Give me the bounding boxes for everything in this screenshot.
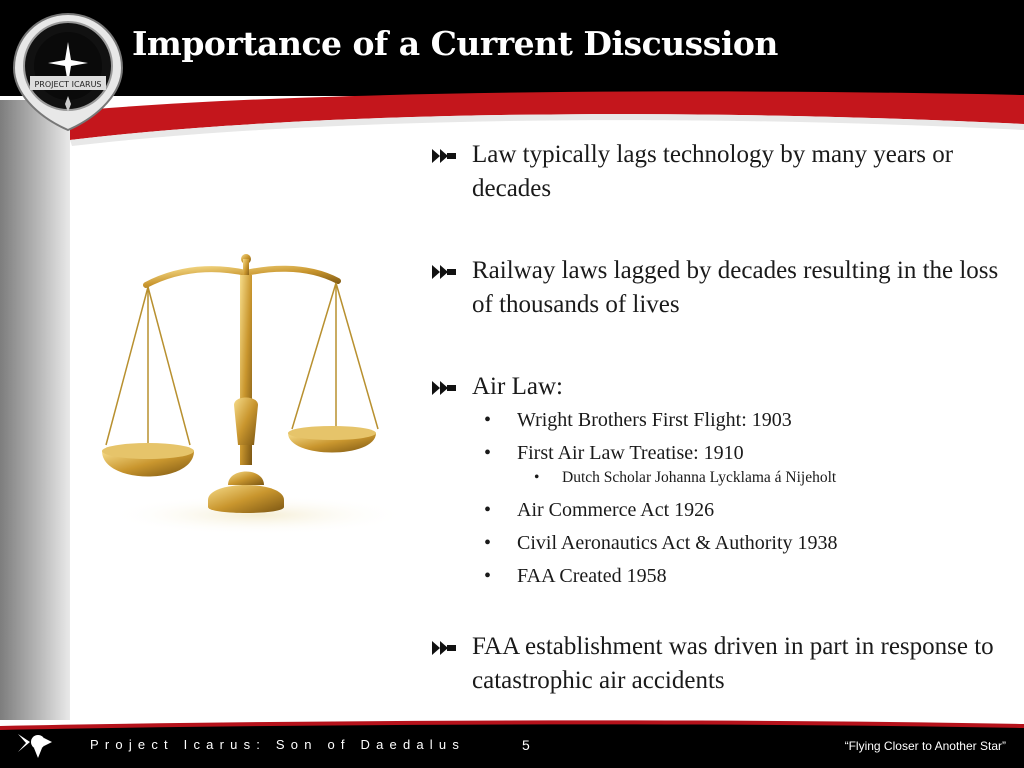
bullet-text: Law typically lags technology by many years or decades (472, 141, 954, 202)
sub-bullet: • Wright Brothers First Flight: 1903 (484, 409, 792, 431)
scales-of-justice-image (88, 245, 408, 545)
sub-bullet: • Air Commerce Act 1926 (484, 499, 715, 521)
bullet-text: Railway laws lagged by decades resulting in the loss of thousands of lives (472, 257, 999, 318)
bullet-item (430, 630, 1000, 698)
footer-tagline: “Flying Closer to Another Star” (844, 739, 1006, 753)
arrow-bullet-icon (432, 379, 456, 397)
footer-text: Project Icarus: Son of Daedalus (90, 737, 466, 752)
arrow-bullet-icon (432, 147, 456, 165)
arrow-bullet-icon (432, 639, 456, 657)
bullet-content (430, 138, 1000, 698)
page-number: 5 (522, 737, 530, 753)
bullet-item (430, 370, 1000, 404)
icarus-icon (16, 724, 54, 762)
sub-bullet: • Civil Aeronautics Act & Authority 1938 (484, 532, 838, 554)
project-icarus-logo (10, 12, 126, 132)
bullet-item (430, 254, 1000, 322)
slide-title: Importance of a Current Discussion (132, 24, 778, 63)
sub-bullet: • FAA Created 1958 (484, 565, 667, 587)
arrow-bullet-icon (432, 263, 456, 281)
bullet-text: Air Law: (472, 373, 563, 400)
left-side-bar (0, 100, 70, 720)
logo-text: PROJECT ICARUS (34, 80, 102, 89)
sub-bullet: • First Air Law Treatise: 1910 (484, 442, 744, 464)
sub-sub-bullet: • Dutch Scholar Johanna Lycklama á Nijeholt (534, 469, 837, 486)
red-swoosh (0, 0, 1024, 150)
bullet-item (430, 138, 1000, 206)
bullet-text: FAA establishment was driven in part in response to catastrophic air accidents (472, 633, 994, 694)
